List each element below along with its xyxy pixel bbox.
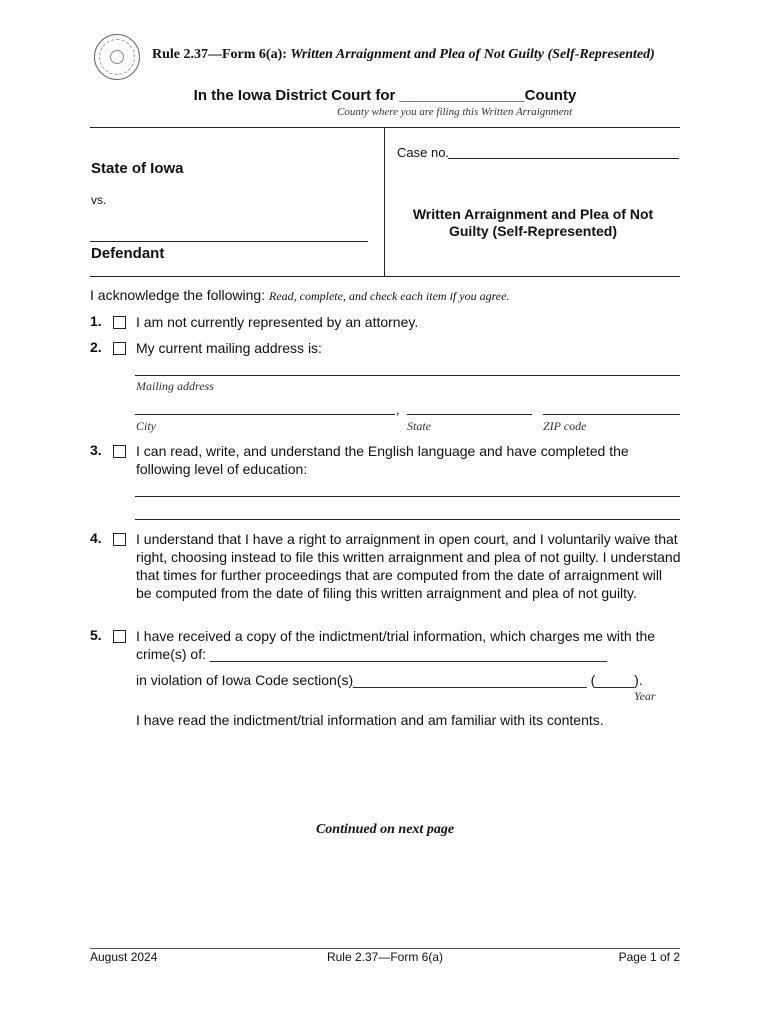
item-5-checkbox[interactable] — [113, 630, 126, 643]
defendant-label: Defendant — [91, 245, 165, 262]
zip-field[interactable] — [543, 414, 680, 415]
case-no-field[interactable] — [448, 158, 679, 159]
rule-prefix: Rule 2.37—Form 6(a): — [152, 47, 291, 62]
state-label: State — [407, 419, 431, 433]
document-title: Written Arraignment and Plea of Not Guilty (Self-Represented) — [412, 206, 654, 239]
item-2-text: My current mailing address is: — [136, 340, 322, 356]
court-line: In the Iowa District Court for _______________County — [193, 87, 577, 104]
city-field[interactable] — [135, 414, 395, 415]
item-5-violation: in violation of Iowa Code section(s)______________________________ (_____). — [136, 672, 643, 688]
item-2-number: 2. — [90, 339, 102, 355]
item-5-familiar: I have read the indictment/trial information and am familiar with its contents. — [136, 712, 604, 728]
city-label: City — [136, 419, 156, 433]
intro-instruction: Read, complete, and check each item if you agree. — [269, 289, 510, 303]
caption-top-rule — [90, 127, 680, 128]
item-4-text: I understand that I have a right to arraignment in open court, and I voluntarily waive that right, choosing instead to file this written arraignment and plea of not guilty. I understand that times for further proceedings that are computed from the date of arraignment will be computed from the date of filing this written arraignment and plea of not guilty. — [136, 531, 681, 601]
item-5-text: I have received a copy of the indictment/trial information, which charges me with the crime(s) of: ___________________________________________________ — [136, 628, 656, 662]
item-1-checkbox[interactable] — [113, 316, 126, 329]
rule-header — [152, 47, 655, 63]
zip-label: ZIP code — [543, 419, 587, 433]
education-field-1[interactable] — [135, 496, 680, 497]
year-label: Year — [634, 689, 656, 703]
plaintiff-name: State of Iowa — [91, 160, 184, 177]
footer-page: Page 1 of 2 — [618, 950, 680, 964]
footer-form: Rule 2.37—Form 6(a) — [326, 950, 444, 964]
item-3-text: I can read, write, and understand the English language and have completed the following level of education: — [136, 443, 629, 477]
item-3-number: 3. — [90, 442, 102, 458]
state-field[interactable] — [407, 414, 532, 415]
defendant-name-line[interactable] — [90, 241, 368, 242]
city-comma: , — [396, 402, 400, 417]
caption-divider — [384, 128, 385, 276]
item-4-number: 4. — [90, 530, 102, 546]
caption-bottom-rule — [90, 276, 680, 277]
footer-rule — [90, 948, 680, 949]
item-1-number: 1. — [90, 313, 102, 329]
item-4-checkbox[interactable] — [113, 533, 126, 546]
item-5-number: 5. — [90, 627, 102, 643]
item-1-text: I am not currently represented by an attorney. — [136, 314, 419, 330]
mailing-address-field[interactable] — [135, 375, 680, 376]
intro-line — [90, 287, 509, 304]
education-field-2[interactable] — [135, 519, 680, 520]
footer-date: August 2024 — [90, 950, 158, 964]
intro-lead: I acknowledge the following: — [90, 287, 269, 303]
county-hint: County where you are filing this Written Arraignment — [337, 106, 573, 118]
versus-label: vs. — [91, 193, 107, 207]
iowa-judicial-seal-icon — [94, 34, 140, 80]
item-3-checkbox[interactable] — [113, 445, 126, 458]
case-no-label: Case no. — [397, 145, 450, 160]
mailing-address-label: Mailing address — [136, 379, 214, 393]
continued-notice: Continued on next page — [315, 822, 455, 837]
item-2-checkbox[interactable] — [113, 342, 126, 355]
rule-title: Written Arraignment and Plea of Not Guilty (Self-Represented) — [290, 47, 655, 62]
